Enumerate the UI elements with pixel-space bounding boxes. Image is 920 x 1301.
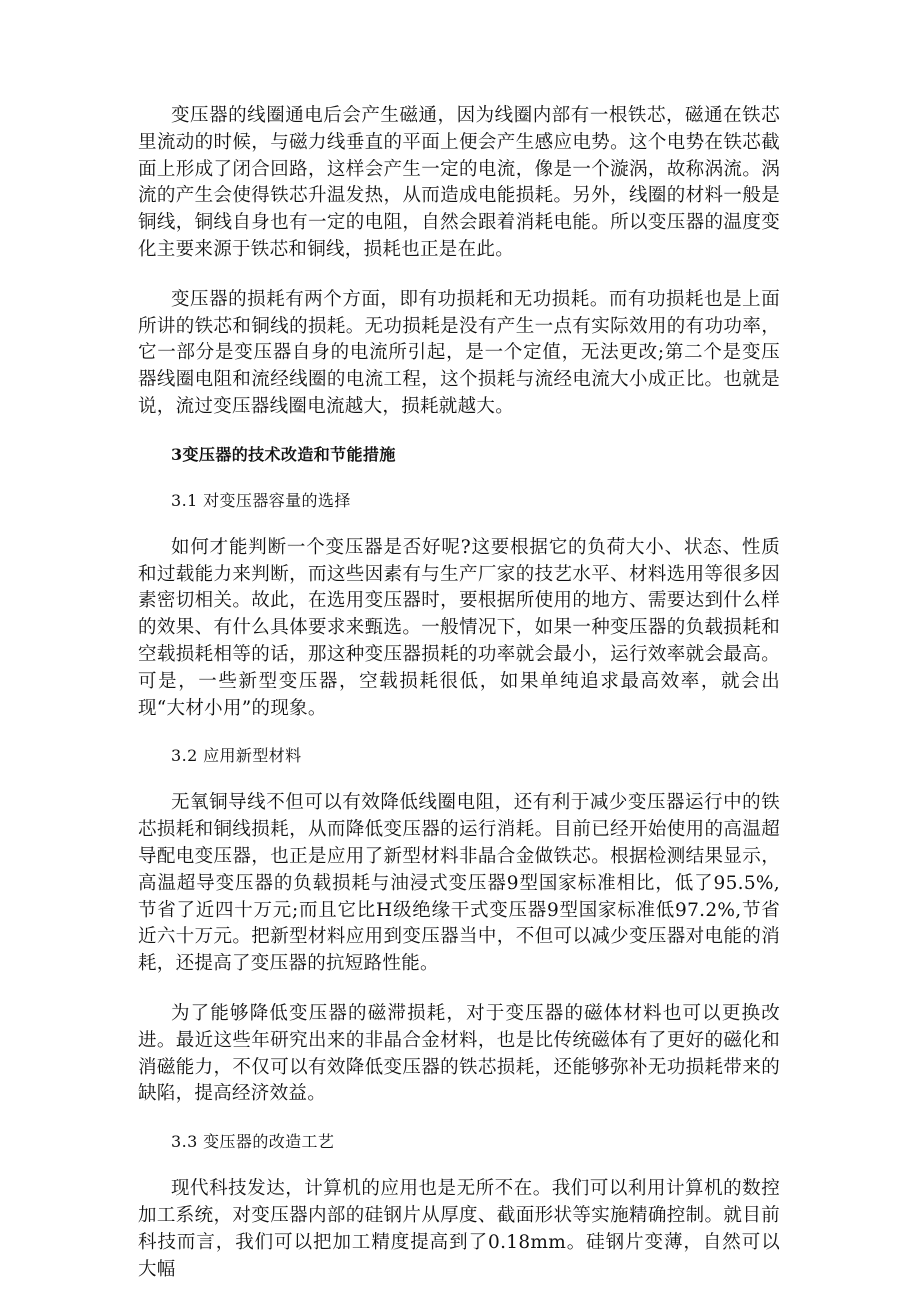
paragraph-loss-types: 变压器的损耗有两个方面，即有功损耗和无功损耗。而有功损耗也是上面所讲的铁芯和铜线的损耗。无功损耗是没有产生一点有实际效用的有功功率，它一部分是变压器自身的电流所引起，是一个定值，无法更改;第二个是变压器线圈电阻和流经线圈的电流工程，这个损耗与流经电流大小成正比。也就是说，流过变压器线圈电流越大，损耗就越大。	[138, 288, 780, 417]
subsection-heading-3-1: 3.1 对变压器容量的选择	[171, 490, 351, 510]
subsection-heading-3-3: 3.3 变压器的改造工艺	[171, 1132, 335, 1152]
document-page	[138, 103, 780, 1283]
paragraph-process-improvement: 现代科技发达，计算机的应用也是无所不在。我们可以利用计算机的数控加工系统，对变压器内部的硅钢片从厚度、截面形状等实施精确控制。就目前科技而言，我们可以把加工精度提高到了0.18mm。硅钢片变薄，自然可以大幅	[138, 1178, 780, 1280]
subsection-heading-3-2: 3.2 应用新型材料	[171, 746, 302, 766]
paragraph-eddy-current: 变压器的线圈通电后会产生磁通，因为线圈内部有一根铁芯，磁通在铁芯里流动的时候，与磁力线垂直的平面上便会产生感应电势。这个电势在铁芯截面上形成了闭合回路，这样会产生一定的电流，像是一个漩涡，故称涡流。涡流的产生会使得铁芯升温发热，从而造成电能损耗。另外，线圈的材料一般是铜线，铜线自身也有一定的电阻，自然会跟着消耗电能。所以变压器的温度变化主要来源于铁芯和铜线，损耗也正是在此。	[138, 105, 780, 260]
section-heading-3: 3变压器的技术改造和节能措施	[171, 444, 396, 464]
paragraph-new-materials: 无氧铜导线不但可以有效降低线圈电阻，还有利于减少变压器运行中的铁芯损耗和铜线损耗，从而降低变压器的运行消耗。目前已经开始使用的高温超导配电变压器，也正是应用了新型材料非晶合金做铁芯。根据检测结果显示，高温超导变压器的负载损耗与油浸式变压器9型国家标准相比，低了95.5%,节省了近四十万元;而且它比H级绝缘干式变压器9型国家标准低97.2%,节省近六十万元。把新型材料应用到变压器当中，不但可以减少变压器对电能的消耗，还提高了变压器的抗短路性能。	[138, 792, 780, 975]
paragraph-capacity-selection: 如何才能判断一个变压器是否好呢?这要根据它的负荷大小、状态、性质和过载能力来判断，而这些因素有与生产厂家的技艺水平、材料选用等很多因素密切相关。故此，在选用变压器时，要根据所使用的地方、需要达到什么样的效果、有什么具体要求来甄选。一般情况下，如果一种变压器的负载损耗和空载损耗相等的话，那这种变压器损耗的功率就会最小，运行效率就会最高。可是，一些新型变压器，空载损耗很低，如果单纯追求最高效率，就会出现“大材小用”的现象。	[138, 536, 780, 719]
paragraph-hysteresis-loss: 为了能够降低变压器的磁滞损耗，对于变压器的磁体材料也可以更换改进。最近这些年研究出来的非晶合金材料，也是比传统磁体有了更好的磁化和消磁能力，不仅可以有效降低变压器的铁芯损耗，还能够弥补无功损耗带来的缺陷，提高经济效益。	[138, 1002, 780, 1105]
